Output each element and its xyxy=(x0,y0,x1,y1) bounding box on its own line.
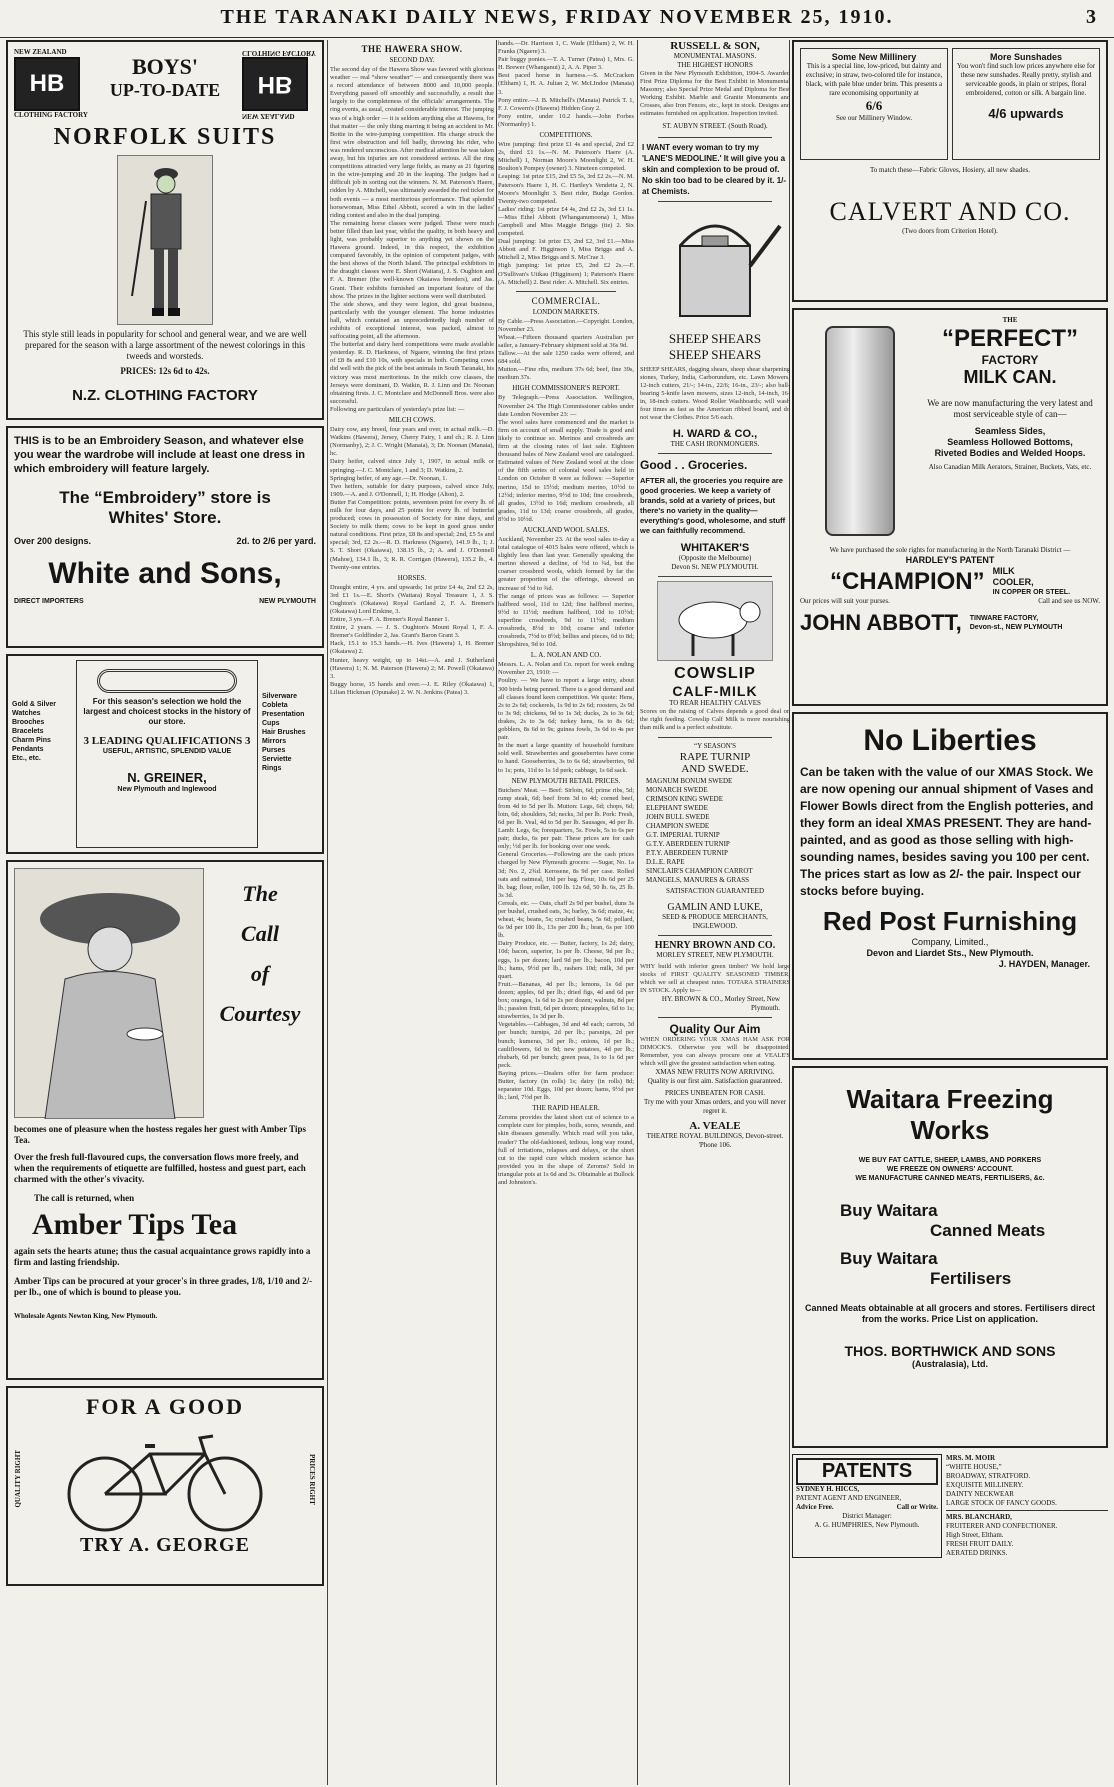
ad-line: Company, Limited., xyxy=(911,937,989,947)
column-4 xyxy=(640,40,790,1785)
ad-word: The xyxy=(242,881,278,906)
column-1 xyxy=(6,40,324,1785)
boy-in-suit-illustration xyxy=(117,155,213,325)
ad-price: 6/6 xyxy=(865,98,883,113)
ad-heading: RAPE TURNIP xyxy=(679,750,751,763)
column-5 xyxy=(792,40,1108,1785)
ad-name: JOHN ABBOTT, xyxy=(800,610,962,635)
list-item: Mirrors xyxy=(262,738,287,745)
ad-line: “WHITE HOUSE,” xyxy=(946,1463,1002,1471)
ad-name: MRS. BLANCHARD, xyxy=(946,1513,1012,1521)
ad-heading: HARDLEY'S PATENT xyxy=(905,555,995,565)
article-paragraph: Draught entire, 4 yrs. and upwards; 1st prize £4 4s, 2nd £2 2s, 3rd £1 1s.—E. Short's (Waitara) Royal Treasure 1, J. S. Oughton's (Okaiawa) Royal Gartland 2, F. A. Bremer's (Okaiawa) Lord Erskine, 3. xyxy=(330,583,494,615)
ad-line: To match these—Fabric Gloves, Hosiery, all new shades. xyxy=(869,166,1030,174)
list-item: Charm Pins xyxy=(12,737,51,744)
ad-sub: MONUMENTAL MASONS. xyxy=(673,52,757,60)
article-paragraph: Tallow.—At the sale 1250 casks were offered, and 684 sold. xyxy=(498,350,634,366)
hb-tag-left: NEW ZEALAND xyxy=(242,112,295,120)
section-subheading: NEW PLYMOUTH RETAIL PRICES. xyxy=(511,776,621,785)
list-item: G.T.Y. ABERDEEN TURNIP xyxy=(646,839,730,848)
ad-body: SHEEP SHEARS, dagging shears, sheep shear sharpening stones, Turkey, India, Carborundum, etc. Lawn Mowers, 12-inch cutters, 21/-; 14-in., 22/6; 16-in., 23/-; also ball-bearing 5-knife lawn mowers, sizes 12-inch, 14-inch, 16-in, 18-inch cutters. Wood Roller Washboards; will wash four times as fast as the American ribbed board, and do not wear the Clothes. Price 5/6 each. xyxy=(640,365,790,422)
ad-line: Try me with your Xmas orders, and you will never regret it. xyxy=(643,1098,787,1116)
ad-footer: TRY A. GEORGE xyxy=(80,1534,250,1556)
ad-word: THE xyxy=(1002,316,1018,324)
section-subheading: THE RAPID HEALER. xyxy=(532,1104,600,1113)
lady-figure-icon xyxy=(15,869,205,1119)
ad-line: IN COPPER OR STEEL. xyxy=(992,589,1071,596)
section-subheading: LONDON MARKETS. xyxy=(532,307,600,316)
ad-word: Courtesy xyxy=(219,1001,301,1026)
article-paragraph: The remaining horse classes were judged. These were much better filled than last year, whilst the quality, in both heavy and light, was probably superior to anything yet shown on the Hawera ground. Indeed, in this respect, the exhibition compared favorably, in the opinion of competent judges, with the best shows of the North Island. The principal exhibitors in the draught classes were E. Short (Waitara), J. S. Oughton and F. A. Bremer (the well-known Okaiawa breeders), and Jas. Grant. Their exhibits furnished an important feature of the show. The prizes in the lighter sections were well distributed. xyxy=(330,219,494,300)
ad-a-george-bicycles xyxy=(6,1386,324,1586)
ad-heading: Waitara Freezing xyxy=(846,1084,1054,1114)
ad-name: WHITAKER'S xyxy=(680,542,750,555)
ad-heading: FACTORY xyxy=(981,353,1039,367)
list-item: JOHN BULL SWEDE xyxy=(646,812,710,821)
article-paragraph: Entire, 2 years. — J. S. Oughton's Mount Royal 1, F. A. Bremer's Goldfinder 2, Jas. Grant's Baron Grant 3. xyxy=(330,624,494,640)
article-paragraph: Wheat.—Fifteen thousand quarters Australian per sailer, a January-February shipment sold at 36s 9d. xyxy=(498,333,634,349)
newspaper-title: THE TARANAKI DAILY NEWS, FRIDAY NOVEMBER 25, 1910. xyxy=(220,6,894,28)
article-paragraph: By Telegraph.—Press Association. Wellington, November 24. The High Commissioner cables under date London November 23: — xyxy=(498,394,634,418)
article-paragraph: Leaping: 1st prize £15, 2nd £5 5s, 3rd £2 2s.—N. M. Paterson's Haere 1, H. C. Hartley's Vendetta 2, N. Moore's Moonlight 3. Best rider, Budge Gordon. Twenty-two competed. xyxy=(498,173,634,205)
article-paragraph: Pair buggy ponies.—T. A. Turner (Patea) 1, Mrs. G. H. Brewer (Whanganui) 2, A. A. Piper 3. xyxy=(498,56,634,72)
ad-line: Buy Waitara xyxy=(840,1249,938,1268)
ad-line: XMAS NEW FRUITS NOW ARRIVING. xyxy=(655,1068,775,1077)
ad-satisfaction: SATISFACTION GUARANTEED xyxy=(665,886,765,895)
article-paragraph: Entire, 3 yrs.—F. A. Bremer's Royal Banner 1. xyxy=(330,616,450,624)
ad-john-abbott xyxy=(792,308,1108,706)
ad-whitakers xyxy=(640,458,790,572)
list-item: Pendants xyxy=(12,746,44,753)
list-item: Cobleta xyxy=(262,702,288,709)
ad-body: We are now manufacturing the very latest and most serviceable style of can— xyxy=(927,398,1093,419)
article-paragraph: Wire jumping: first prize £1 4s and special, 2nd £2 2s, third £1 1s.—N. M. Paterson's Haere (A. Mitchell) 1, Norman Moore's Moonlight 2, W. H. Boulton's Pompey (owner) 3. Nineteen competed. xyxy=(498,141,634,173)
ad-line: (Australasia), Ltd. xyxy=(911,1359,988,1369)
ad-line: DAINTY NECKWEAR xyxy=(946,1490,1014,1498)
article-paragraph: Dual jumping: 1st prize £3, 2nd £2, 3rd £1.—Miss Abbott and F. Higginson 1, Miss Briggs and A. Mitchell 2, Miss Briggs and S. McCrae 3. xyxy=(498,238,634,262)
list-item: D.L.E. RAPE xyxy=(646,857,685,866)
list-item: Brooches xyxy=(12,719,45,726)
ad-body: Scores on the raising of Calves depends a good deal on the right feeding. Cowslip Calf Milk is more nourishing than milk and is a perfect substitute. xyxy=(640,708,790,732)
column-rule xyxy=(496,40,497,1785)
ad-lanes-medoline: I WANT every woman to try my 'LANE'S MEDOLINE.' It will give you a skin and complexion to be proud of. No skin too bad to be cleared by it. 1/- at Chemists. xyxy=(642,142,787,196)
ad-agents: Wholesale Agents Newton King, New Plymouth. xyxy=(14,1312,158,1320)
list-item: MONARCH SWEDE xyxy=(646,785,708,794)
ad-line: FRESH FRUIT DAILY. xyxy=(946,1540,1014,1548)
ad-heading: Quality Our Aim xyxy=(669,1021,761,1036)
article-paragraph: Messrs. L. A. Nolan and Co. report for week ending November 23, 1910: — xyxy=(498,661,634,677)
ad-white-and-sons xyxy=(6,426,324,648)
ad-line: Whites' Store. xyxy=(108,508,222,527)
ad-body: Given in the New Plymouth Exhibition, 1904-5. Awarded First Prize Diploma for the Best Exhibit in Monumental Masonry; also Special Prize Medal and Diploma for Best Working Exhibit. Marble and Granite Monuments and Crosses, also Iron Fences, etc., kept in stock. Designs and estimates furnished on application. Inspection invited. xyxy=(640,70,790,118)
article-paragraph: Two heifers, suitable for dairy purposes, calved since July, 1909.—A. and J. O'Donnell, 1; H. Hodge (Alton), 2. xyxy=(330,482,494,498)
article-paragraph: Mutton.—Fine ribs, medium 37s 6d; beef, fine 39s, medium 37s. xyxy=(498,366,634,382)
hb-tag-left: NEW ZEALAND xyxy=(14,48,67,56)
article-paragraph: Ladies' riding: 1st prize £4 4s, 2nd £2 2s, 3rd £1 1s.—Miss Ethel Abbott (Whanganumoona) 1, Miss Campbell and Miss Maggie Briggs (tie) 2. Six competed. xyxy=(498,205,634,238)
section-subheading: AUCKLAND WOOL SALES. xyxy=(522,525,610,534)
ad-address: ST. AUBYN STREET. (South Road). xyxy=(662,121,768,130)
article-paragraph: By Cable.—Press Association.—Copyright. London, November 23. xyxy=(498,317,634,333)
ad-line: Quality is our first aim. Satisfaction guaranteed. xyxy=(647,1077,783,1086)
ad-heading: UP-TO-DATE xyxy=(109,80,221,100)
ad-heading: More Sunshades xyxy=(989,52,1063,62)
list-item: Etc., etc. xyxy=(12,755,41,762)
list-item: Silverware xyxy=(262,693,298,700)
ad-blanchard xyxy=(946,1513,1108,1558)
ad-patents xyxy=(792,1454,942,1558)
ad-manager: J. HAYDEN, Manager. xyxy=(998,959,1090,969)
ad-nz-clothing-factory xyxy=(6,40,324,420)
article-paragraph: Dairy Produce, etc. — Butter, factory, 1s 2d; dairy, 10d; bacon, superior, 1s per lb. Cheese, 9d per lb.; eggs, 1s per dozen; lard 9d per lb.; bacon, 10d per lb.; hams, 9½d per lb., rashers 10d; milk, 3d per quart. xyxy=(498,940,634,980)
bottom-ads xyxy=(792,1454,1108,1558)
ad-feature: Seamless Hollowed Bottoms, xyxy=(947,437,1073,447)
column-3 xyxy=(498,40,634,1785)
ad-address: (Two doors from Criterion Hotel). xyxy=(902,227,998,235)
ad-word: Call xyxy=(241,921,279,946)
list-item: Hair Brushes xyxy=(262,729,306,736)
article-title: THE HAWERA SHOW. xyxy=(361,44,463,54)
list-item: Cups xyxy=(262,720,280,727)
ad-body: You won't find such low prices anywhere else for these new sunshades. Really pretty, stylish and serviceable goods, in plain or stripes, floral embroidered, cotton or silk. A bargain line. xyxy=(956,62,1096,97)
masthead xyxy=(0,0,1114,38)
article-paragraph: The side shows, and they were legion, did great business, particularly with the younger element. The home industries hall, which contained an unprecedentedly high number of exhibits of exceptional interest, was packed, almost to suffocating point, all the afternoon. xyxy=(330,300,494,341)
article-paragraph: Following are particulars of yesterday's prize list: — xyxy=(330,405,465,413)
article-paragraph: Poultry. — We have to report a large entry, about 300 birds being penned. There is a good demand and all classes found keen competition. We quote: Hens, 2s to 2s 6d; cockerels, 1s 9d to 2s 6d; roosters, 2s 9d to 3s 9d; chickens, 9d to 1s 3d; ducks, 2s to 3s 6d; drakes, 2s to 3s 6d; turkey hens, 6s to 8s 6d; gobblers, 8s 6d to 9s; guinea fowls, 3s 6d to 4s per pair. xyxy=(498,677,634,742)
ad-heading: Some New Millinery xyxy=(831,52,917,62)
ad-gamlin-and-luke xyxy=(640,742,790,931)
article-paragraph: Baying prices.—Dealers offer for farm produce: Butter, factory (in rolls) 1s; dairy (in rolls) 8d; separator 10d. Eggs, 10d per dozen; hams, 9½d per lb.; lard, 7½d per lb. xyxy=(498,1069,634,1102)
ad-line: AERATED DRINKS. xyxy=(946,1549,1008,1557)
ad-body: For this season's selection we hold the largest and choicest stocks in the history of our store. xyxy=(83,697,251,726)
ad-intro: becomes one of pleasure when the hostess regales her guest with Amber Tips Tea. xyxy=(14,1124,307,1145)
ad-word: of xyxy=(250,961,270,986)
ad-body: THIS is to be an Embroidery Season, and whatever else you wear the wardrobe will include at least one dress in which embroidery will feature largely. xyxy=(14,435,305,475)
ad-line: High Street, Eltham. xyxy=(946,1531,1004,1539)
section-heading: HORSES. xyxy=(397,573,427,582)
ad-line: WE FREEZE ON OWNERS' ACCOUNT. xyxy=(886,1166,1014,1173)
ad-heading: No Liberties xyxy=(863,724,1037,757)
ad-name: Red Post Furnishing xyxy=(822,906,1078,936)
ad-sub: TO REAR HEALTHY CALVES xyxy=(669,699,761,708)
article-paragraph: High jumping: 1st prize £5, 2nd £2 2s.—F. O'Sullivan's Utikau (Higginson) 1; Paterson's Haere (A. Mitchell) 2. Best rider: A. Mitchell. Six entries. xyxy=(498,262,634,286)
column-2 xyxy=(330,40,494,1785)
ad-address: Devon and Liardet Sts., New Plymouth. xyxy=(866,948,1034,958)
ad-brand: Amber Tips Tea xyxy=(32,1208,238,1241)
ad-line: Fertilisers xyxy=(930,1269,1012,1288)
hb-logo: HB xyxy=(242,57,308,111)
ad-address: Devon St. NEW PLYMOUTH. xyxy=(671,563,759,572)
list-item: Watches xyxy=(12,710,41,717)
ad-heading: “PERFECT” xyxy=(941,325,1078,352)
ad-feature: Seamless Sides, xyxy=(974,426,1046,436)
column-rule xyxy=(327,40,328,1785)
ad-address: MORLEY STREET, NEW PLYMOUTH. xyxy=(656,950,774,959)
list-item: Serviette xyxy=(262,756,292,763)
ad-location: New Plymouth and Inglewood xyxy=(117,786,217,793)
ad-body: WHEN ORDERING YOUR XMAS HAM ASK FOR DIMOCK'S. Otherwise you will be disappointed. Remember, you can always procure one at VEALE'S which will give the greatest satisfaction when eating. xyxy=(640,1035,790,1068)
ad-address: Devon-st., NEW PLYMOUTH xyxy=(969,624,1063,631)
ad-heading: CALF-MILK xyxy=(672,683,758,700)
list-item: Bracelets xyxy=(12,728,44,735)
article-paragraph: The second day of the Hawera Show was favored with glorious weather — real “show weather” — and consequently there was a record attendance of between 8000 and 10,000 people. Everything passed off smoothly and successfully, a result due largely to the completeness of the officials' arrangements. The ring events, as usual, created considerable interest. The jumping was of a high order — it is seldom anything else at Hawera, for that matter — the only thing marring it being an accident to Mr. Bottie in the wire-jumping competition. His charge struck the first wire obstruction and fell badly, throwing his rider, who was rendered unconscious. After medical attention he was taken away, but his injuries are not considered serious. All the ring competitions attracted very large fields, as many as 21 figuring in the wire-jumping and 20 in the leaping. The judges had a difficult job in sorting out the winners. N. M. Paterson's Haere, ridden by A. Mitchell, was ultimately awarded the red ticket for both events — a most meritorious performance. That splendid horsewoman, Miss Ethel Abbott, scored a win in the ladies' riding contest and also in the dual jumping. xyxy=(330,66,494,219)
ad-line: BROADWAY, STRATFORD. xyxy=(946,1472,1031,1480)
ad-footer: N.Z. CLOTHING FACTORY xyxy=(72,387,258,404)
article-paragraph: Springing heifer, of any age.—Dr. Noonan, 1. xyxy=(330,474,448,482)
article-paragraph: General Groceries.—Following are the cash prices charged by New Plymouth grocers: —Sugar, No. 1a 3d; No. 2, 2¾d. Kerosene, 8s 9d per case. Rolled oats and oatmeal, 10d per bag. Flour, 10s 6d per 25 lb. bag; flour, roller, 100 lb. 12s 6d, 50 lb. 6s, 25 lb. 3s 3d. xyxy=(498,851,634,899)
ad-calvert-and-co xyxy=(792,40,1108,302)
ad-price: 4/6 upwards xyxy=(988,106,1064,121)
ad-line: The “Embroidery” store is xyxy=(59,488,271,507)
ad-name: White and Sons, xyxy=(48,557,282,590)
ad-heading: BOYS' xyxy=(131,54,199,79)
ad-line: EXQUISITE MILLINERY. xyxy=(946,1481,1024,1489)
list-item: CHAMPION SWEDE xyxy=(646,821,710,830)
ad-sub: THE CASH IRONMONGERS. xyxy=(670,440,760,449)
ad-feature: Riveted Bodies and Welded Hoops. xyxy=(934,448,1086,458)
ad-body: Can be taken with the value of our XMAS Stock. We are now opening our annual shipment of Vases and Flower Bowls direct from the English potteries, and they form an ideal XMAS PRESENT. They are hand-painted, and as good as those selling with high-sounding names, besides saving you 100 per cent. The prices start as low as 2/- the pair. Inspect our stocks before buying. xyxy=(800,765,1094,898)
article-paragraph: In the mart a large quantity of household furniture sold well. Strawberries and gooseberries have come to hand. Gooseberries, 3s to 6s 6d; strawberries, 9d to 1s; pots, 11d to 1s 1d perk; cabbage, 1s 6d sack. xyxy=(498,742,634,774)
ad-footer: See our Millinery Window. xyxy=(835,114,913,122)
ad-name: N. GREINER, xyxy=(127,770,207,785)
ad-heading: Good . . Groceries. xyxy=(640,458,748,473)
article-paragraph: Dairy cow, any breed, four years and over, in actual milk.—D. Watkins (Hawera), Jersey, Cherry Fairy, 1 and ch.; R. J. Linn (Normanby), 2; J. C. Wright (Manaia), 3; Dr. Noonan (Manaia), hc. xyxy=(330,426,494,458)
list-item: P.T.Y. ABERDEEN TURNIP xyxy=(646,848,728,857)
article-subtitle: SECOND DAY. xyxy=(389,56,435,64)
ad-line: WE MANUFACTURE CANNED MEATS, FERTILISERS, &c. xyxy=(855,1175,1045,1182)
column-rule xyxy=(637,40,638,1785)
ad-logo: PATENTS xyxy=(796,1458,938,1485)
ad-heading: AND SWEDE. xyxy=(681,762,749,775)
ad-qualifications: 3 LEADING QUALIFICATIONS 3 xyxy=(83,735,251,747)
ad-paragraph: Over the fresh full-flavoured cups, the conversation flows more freely, and when the requirements of etiquette are fulfilled, hostess and guest part, each charmed with the other's vivacity. xyxy=(14,1152,306,1184)
list-item: ELEPHANT SWEDE xyxy=(646,803,708,812)
hb-logo: HB xyxy=(14,57,80,111)
ad-heading: Works xyxy=(910,1115,990,1145)
ad-body: This style still leads in popularity for school and general wear, and we are well prepared for the season with a large assortment of the newest colorings in this tweeds and worsteds. xyxy=(23,329,307,361)
ad-heading: COWSLIP xyxy=(674,665,756,683)
ad-name: H. WARD & CO., xyxy=(672,428,758,441)
list-item: MAGNUM BONUM SWEDE xyxy=(646,776,733,785)
ad-line: Buy Waitara xyxy=(840,1201,938,1220)
ad-h-ward-and-co xyxy=(640,206,790,450)
ad-line: District Manager: xyxy=(842,1512,892,1520)
ad-paragraph: Amber Tips can be procured at your grocer's in three grades, 1/8, 1/10 and 2/- per lb., one of which is bound to please you. xyxy=(14,1276,313,1297)
milk-can-icon xyxy=(825,326,895,536)
bracelet-icon xyxy=(97,669,237,693)
ad-red-post-furnishing xyxy=(792,712,1108,1060)
ad-amber-tips-tea xyxy=(6,860,324,1380)
ad-a-veale xyxy=(640,1022,790,1150)
ad-line: Call or Write. xyxy=(896,1503,938,1511)
ad-paragraph: again sets the hearts atune; thus the casual acquaintance grows rapidly into a firm and lasting friendship. xyxy=(14,1246,311,1267)
page-number: 3 xyxy=(1086,6,1096,28)
ad-heading: SHEEP SHEARS xyxy=(668,330,762,346)
boy-figure-icon xyxy=(118,156,214,326)
article-paragraph: hands.—Dr. Harrison 1, C. Wade (Eltham) 2, W. H. Franks (Ngaere) 3. xyxy=(498,40,634,56)
bicycle-icon xyxy=(55,1424,275,1534)
ad-right-footer: NEW PLYMOUTH xyxy=(259,598,316,605)
ad-line: LARGE STOCK OF FANCY GOODS. xyxy=(946,1499,1057,1507)
section-subheading: L. A. NOLAN AND CO. xyxy=(530,651,602,660)
seed-list xyxy=(646,777,784,885)
ad-name: SYDNEY H. HICCS, xyxy=(796,1485,860,1493)
ad-line: Our prices will suit your purses. xyxy=(800,597,890,605)
ad-price: 2d. to 2/6 per yard. xyxy=(236,536,316,546)
ad-name: A. VEALE xyxy=(689,1120,741,1133)
ad-side-right: PRICES RIGHT xyxy=(308,1453,316,1505)
section-subheading: HIGH COMMISSIONER'S REPORT. xyxy=(512,384,620,393)
ad-line: WE BUY FAT CATTLE, SHEEP, LAMBS, AND PORKERS xyxy=(858,1157,1042,1164)
article-paragraph: The range of prices was as follows: — Superior halfbred wool, 11d to 12d; fine halfbred merino, 9½d to 11½d; medium halfbred, 10d to 10½d; superfine crossbreds, 9d to 11½d; medium crossbreds, 8½d to 10d; coarse and inferior crossbreds, 7½d to 8½d; bellies and pieces, 6d to 8d; Shropshires, 9d to 10d. xyxy=(498,592,634,649)
article-paragraph: Butchers' Meat. — Beef: Sirloin, 6d; prime ribs, 5d; rump steak, 6d; beef from 3d to 4d; corned beef, from 4d to 5d per lb. Mutton: Legs, 6d; chops, 6d; loin, 6d; shoulders, 5d; necks, 3d per lb. Pork: Fresh, 6d per lb. Veal, 4d to 5d per lb. Sausages, 4d per lb. Lamb: Legs, 6s; forequarters, 5s. Fowls, 5s to 6s per pair; ducks, 6s per pair. These prices are for cash only; ½d per lb. for booking over one week. xyxy=(498,786,634,851)
article-paragraph: Dairy heifer, calved since July 1, 1907, in actual milk or springing.—J. C. Montclare, 1 and 3; D. Watkins, 2. xyxy=(330,458,494,474)
ad-waitara-freezing-works xyxy=(792,1066,1108,1448)
article-paragraph: Hack, 15.1 to 15.3 hands.—H. Ives (Hawera) 1, H. Bremer (Okaiawa) 2. xyxy=(330,640,494,656)
hb-tag-right: CLOTHING FACTORY xyxy=(242,49,316,57)
ad-heading: MILK CAN. xyxy=(963,367,1057,387)
ad-greiner xyxy=(6,654,324,854)
calf-icon xyxy=(657,581,773,661)
ad-heading: SHEEP SHEARS xyxy=(668,346,762,362)
list-item: SINCLAIR'S CHAMPION CARROT xyxy=(646,866,753,875)
article-paragraph: Best paced horse in harness.—S. McCracken (Eltham) 1, H. A. Julian 2, W. McLIndoe (Manaia) 3. xyxy=(498,72,634,96)
ad-body: This is a special line, low-priced, but dainty and exclusive; in straw, two-colored tile for instance, black, with pale blue under brim. This presents a rare economising opportunity at xyxy=(805,62,943,97)
ad-name: RUSSELL & SON, xyxy=(670,40,760,52)
ad-heading: “Y SEASON'S xyxy=(693,741,737,750)
ad-line: FRUITERER AND CONFECTIONER. xyxy=(946,1522,1058,1530)
greiner-right-list xyxy=(262,660,318,848)
ad-body: Canned Meats obtainable at all grocers and stores. Fertilisers direct from the works. Price List on application. xyxy=(804,1303,1096,1324)
article-paragraph: Auckland, November 23. At the wool sales to-day a total catalogue of 4015 bales were offered, which is slightly less than last year. Generally speaking the merino showed a decline, of ½d to ¾d, but the coarser crossbred wools, which formed by far the greater proportion of the offerings, showed an increase of ½d to ¾d. xyxy=(498,535,634,592)
ad-line: Advice Free. xyxy=(796,1503,834,1511)
list-item: G.T. IMPERIAL TURNIP xyxy=(646,830,720,839)
list-item: Gold & Silver xyxy=(12,701,56,708)
article-paragraph: Fruit.—Bananas, 4d per lb.; lemons, 1s 6d per dozen; apples, 6d per lb.; dried figs, 4d and 6d per box; oranges, 1s 6d to 2s per dozen; walnuts, 8d per lb.; passion fruit, 6d per dozen; pineapples, 6d to 1s; strawberries, 1s 3d per lb. xyxy=(498,980,634,1021)
ad-line: Canned Meats xyxy=(930,1221,1046,1240)
article-paragraph: The butterfat and dairy herd competitions were made available yesterday. R. D. Harkness, of Ngaere, winning the first prizes of £8 8s and £10 10s, with specials in both. Competing cows did well with the pick of the best animals in South Taranaki, his victory was most meritorious. In the milch cow classes, the Jerseys were dominant, D. Watkin, R. J. Linn and Dr. Noonan obtaining firsts. J. C. Montclare and McDonnell Bros. were also successful. xyxy=(330,341,494,405)
ad-line: TINWARE FACTORY, xyxy=(969,615,1039,622)
ad-title: NORFOLK SUITS xyxy=(53,124,277,150)
ad-returned: The call is returned, when xyxy=(34,1193,135,1203)
ad-name: CALVERT AND CO. xyxy=(829,197,1071,226)
ad-name: MRS. M. MOIR xyxy=(946,1454,995,1462)
ad-side-left: QUALITY RIGHT xyxy=(14,1450,22,1508)
ad-prices: PRICES: 12s 6d to 42s. xyxy=(120,366,210,376)
ad-line: MILK xyxy=(992,566,1015,576)
ad-signature: HY. BROWN & CO., Morley Street, New Plymouth. xyxy=(661,994,780,1012)
hb-logo-left xyxy=(14,48,88,120)
ad-body: AFTER all, the groceries you require are good groceries. We keep a variety of brands, sold at a variety of prices, but there's no variety in the quality—everything's good, wholesome, and stuff we can faithfully recommend. xyxy=(640,476,786,536)
oil-can-icon xyxy=(640,206,790,326)
ad-body: WHY build with inferior green timber? We hold large stocks of FIRST QUALITY SEASONED TIMBER, which we sell at cheapest rates. TOTARA STRAINERS IN STOCK. Apply to— xyxy=(640,962,790,994)
list-item: Purses xyxy=(262,747,286,754)
article-paragraph: The wool sales have commenced and the market is firm on account of small supply. Trade is good and likely to continue so. Merinos and crossbreds are firm at the closing rates of last sale. Eighteen thousand bales of New Zealand wool are catalogued. Estimated values of New Zealand wool at the close of the fifth series of colonial wool sales held in London on October 8 were as follows: —Superior merino, 15d to 15½d; medium merino, 10½d to 12½d; inferior merino, 9½d to 10d; fine crossbreds, all grades, 13½d to 16d; medium crossbreds, all grades, 11d to 13d; coarse crossbreds, all grades, 8½d to 10½d. xyxy=(498,418,634,523)
list-item: Rings xyxy=(262,765,282,772)
hb-logo-right xyxy=(242,48,316,120)
ad-name: THOS. BORTHWICK AND SONS xyxy=(844,1343,1056,1359)
article-paragraph: Pony entire, under 10.2 hands.—John Forbes (Normanby) 1. xyxy=(498,112,634,128)
ad-heading: FOR A GOOD xyxy=(85,1394,245,1419)
ad-honors: THE HIGHEST HONORS xyxy=(677,61,753,69)
ad-left-footer: DIRECT IMPORTERS xyxy=(14,598,84,605)
ad-line: PRICES UNBEATEN FOR CASH. xyxy=(665,1089,765,1098)
ad-moir xyxy=(946,1454,1108,1508)
ad-line: A. G. HUMPHRIES, New Plymouth. xyxy=(814,1521,920,1529)
article-paragraph: Zeroms provides the latest short cut of science to a complete cure for pimples, boils, sores, wounds, and skin diseases generally. Which road will you take, reader? The old-fashioned, tedious, long way round, full of irritations, relapses and delays, or the short cut to the rapid cure which modern science has provided you in the shape of Zeroms? Sold in triangular pots at 1s 6d and 3s. Obtainable at Bullock and Johnston's. xyxy=(498,1114,634,1186)
ad-cowslip-calf-milk xyxy=(640,581,790,732)
ad-russell-and-son xyxy=(640,40,790,131)
ad-line: COOLER, xyxy=(992,577,1034,587)
ad-address: THEATRE ROYAL BUILDINGS, Devon-street. 'Phone 106. xyxy=(646,1132,784,1150)
article-paragraph: Vegetables.—Cabbages, 3d and 4d each; carrots, 3d per bunch; turnips, 2d per lb.; parsnips, 2d per bunch; kumeras, 3d per lb.; onions, 1d per lb.; cauliflowers, 6d to 9d; new potatoes, 4d per lb.; rhubarb, 6d per bunch; green peas, 1s to 1s 6d per peck. xyxy=(498,1021,634,1069)
ad-name: GAMLIN AND LUKE, xyxy=(667,901,763,913)
ad-heading: “CHAMPION” xyxy=(829,567,985,595)
ad-line: Also Canadian Milk Aerators, Strainer, Buckets, Vats, etc. xyxy=(928,463,1092,471)
article-paragraph: Pony entire.—J. B. Mitchell's (Manaia) Patrick T. 1, F. J. Cowern's (Hawera) Hidden Gray 2. xyxy=(498,96,634,112)
ad-sub: PATENT AGENT AND ENGINEER, xyxy=(796,1494,902,1502)
article-paragraph: Hunter, heavy weight, up to 14st.—A. and J. Sutherland (Hawera) 1; N. M. Paterson (Hawera) 2; M. Powell (Okaiawa) 3. xyxy=(330,656,494,680)
lady-with-teacup-illustration xyxy=(14,868,204,1118)
greiner-left-list xyxy=(12,660,72,848)
article-paragraph: Butter Fat Competition: points, seventeen point for every lb. of milk for four days, and 25 points for every lb. of butterfat produced; cows in possession of Society for nine days, and Society to milk them; cows to be kept in good grass under natural conditions. First prize, £8 8s and special; 2nd, £5 5s and special; 3rd, £2 2s.—R. D. Harkness (Ngaere), 141.9 lb., 1; J. S. T. Short (Okaiawa), 138.15 lb., 2; A. and J. O'Donnell (Mahoe), 134.1 lb., 3; R. R. Corrigan (Hawera), 135.2 lb., 4. Twenty-one entries. xyxy=(330,498,494,571)
ad-sub: SEED & PRODUCE MERCHANTS, INGLEWOOD. xyxy=(662,912,768,930)
ad-sub: (Opposite the Melbourne) xyxy=(678,554,752,563)
list-item: CRIMSON KING SWEDE xyxy=(646,794,723,803)
ad-henry-brown xyxy=(640,940,790,1013)
hb-tag-right: CLOTHING FACTORY xyxy=(14,111,88,119)
list-item: MANGELS, MANURES & GRASS xyxy=(646,875,750,884)
section-heading: MILCH COWS. xyxy=(388,416,436,425)
section-heading: COMMERCIAL. xyxy=(531,295,601,306)
article-paragraph: Buggy horse, 15 hands and over.—J. E. Riley (Okaiawa) 1, Lilian Hickman (Opunake) 2. W. N. Jenkins (Patea) 3. xyxy=(330,680,494,696)
ad-designs: Over 200 designs. xyxy=(14,536,92,546)
section-heading: COMPETITIONS. xyxy=(539,131,593,140)
ad-qualifications-sub: USEFUL, ARTISTIC, SPLENDID VALUE xyxy=(102,748,232,755)
ad-line: Call and see us NOW. xyxy=(1038,597,1100,605)
list-item: Presentation xyxy=(262,711,305,718)
ad-name: HENRY BROWN AND CO. xyxy=(654,939,776,951)
ad-line: We have purchased the sole rights for manufacturing in the North Taranaki District — xyxy=(829,546,1071,554)
article-paragraph: Cereals, etc. — Oats, chaff 2s 9d per bushel, duns 3s per bushel, crushed oats, 3s; barley, 3s 6d; maize, 4s; wheat, 4s; beans, 5s; crushed beans, 5s 6d; pollard, 6s 9d per 100 lb., 13s per 200 lb.; bran, 6s per 100 lb. xyxy=(498,899,634,940)
